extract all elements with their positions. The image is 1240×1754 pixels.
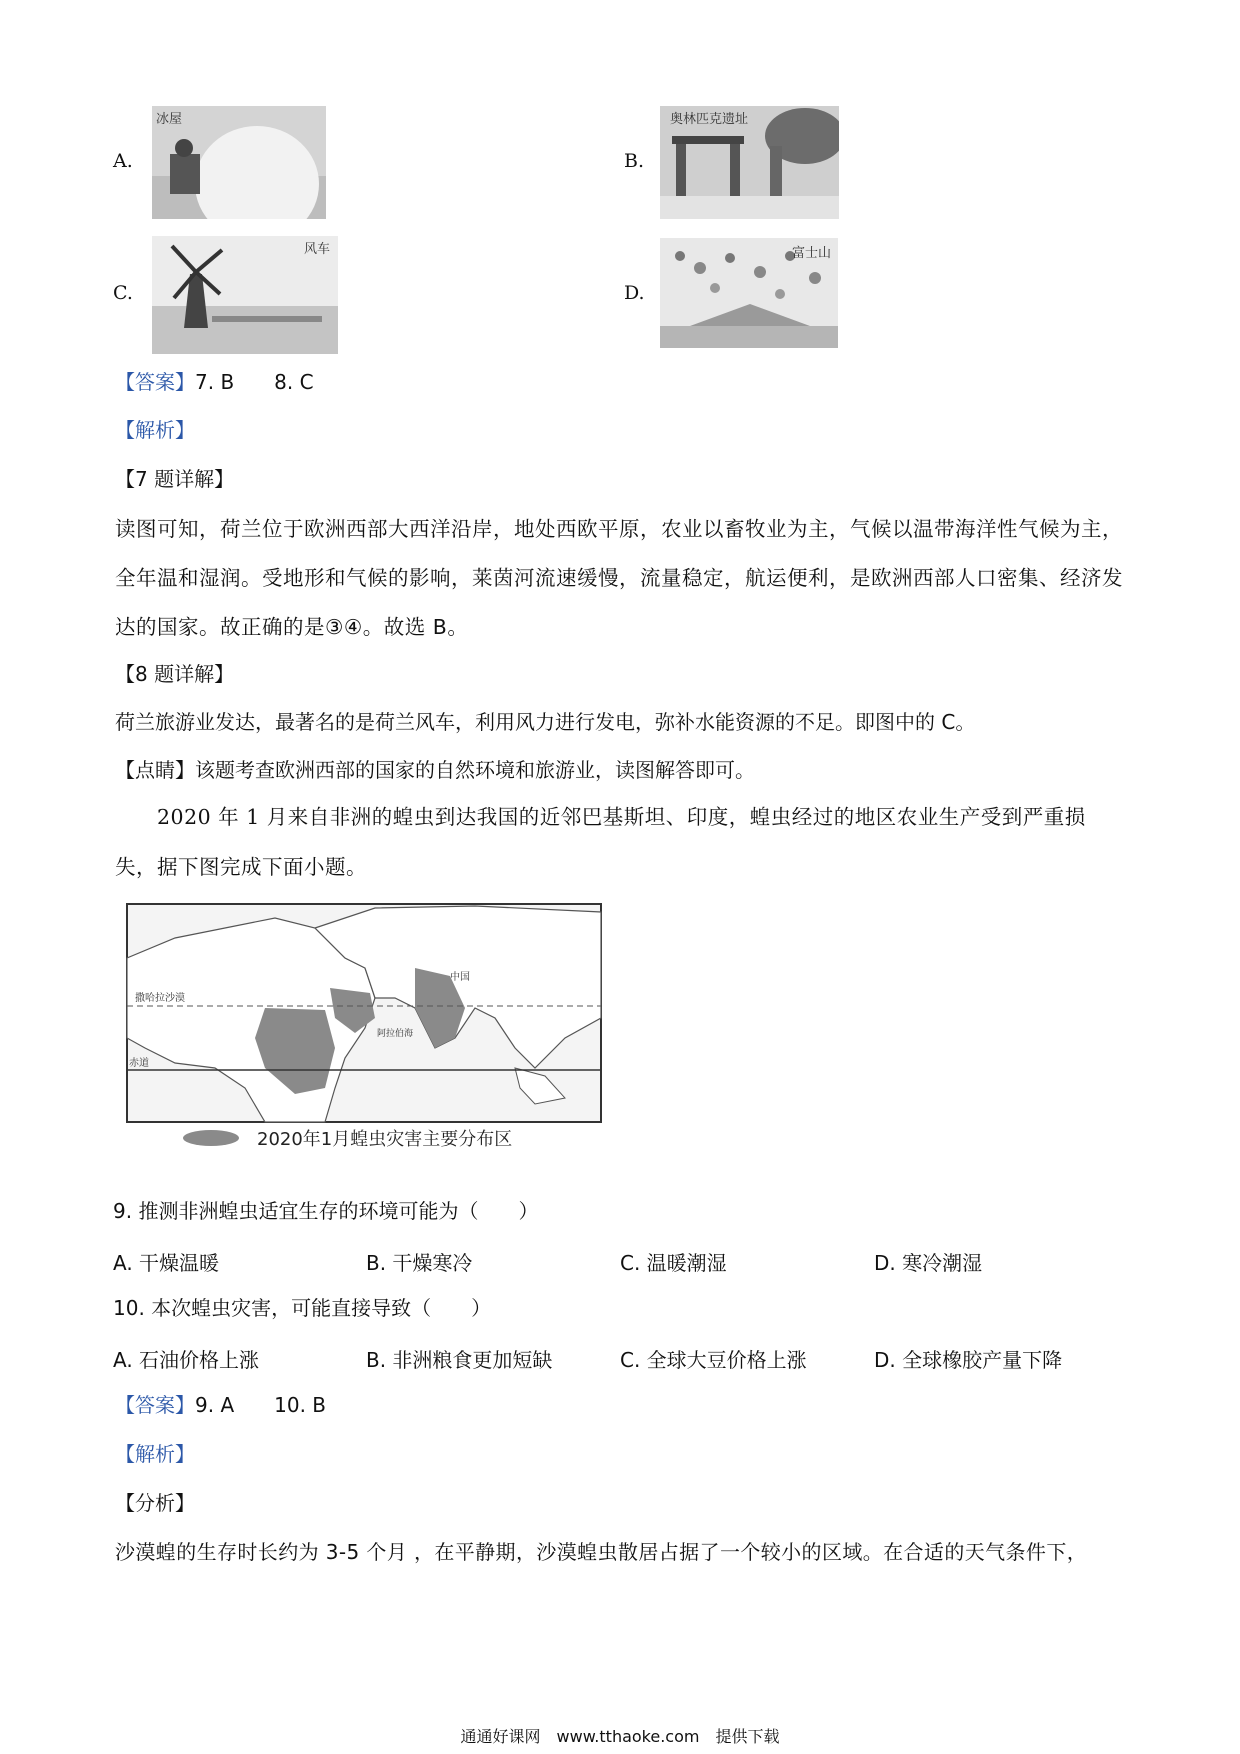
igloo-photo (152, 106, 326, 219)
q10-option-d: D. 全球橡胶产量下降 (874, 1348, 1063, 1372)
option-a-letter: A. (113, 150, 133, 172)
answer-2 (115, 1393, 326, 1417)
q9-option-d: D. 寒冷潮湿 (874, 1251, 983, 1275)
legend-swatch (183, 1130, 239, 1146)
q7-detail-head: 【7 题详解】 (115, 467, 235, 491)
analysis-2-tag: 【解析】 (115, 1442, 195, 1466)
q8-detail-head: 【8 题详解】 (115, 662, 235, 686)
q8-detail-body: 荷兰旅游业发达，最著名的是荷兰风车，利用风力进行发电，弥补水能资源的不足。即图中的 C。 (115, 710, 976, 734)
windmill-caption: 风车 (304, 242, 331, 257)
option-b-letter: B. (624, 150, 645, 172)
map-label-china: 中国 (450, 972, 470, 983)
answer-1-tag: 【答案】 (115, 370, 195, 394)
windmill-photo (152, 236, 338, 354)
intro-text: 2020 年 1 月来自非洲的蝗虫到达我国的近邻巴基斯坦、印度，蝗虫经过的地区农业生产受到严重损失，据下图完成下面小题。 (115, 805, 1086, 879)
answer-1-text: 7. B 8. C (195, 370, 314, 394)
fuji-caption: 富士山 (792, 246, 832, 261)
q9-option-a: A. 干燥温暖 (113, 1251, 220, 1275)
q9-stem: 9. 推测非洲蝗虫适宜生存的环境可能为（ ） (113, 1199, 539, 1223)
page-footer: 通通好课网 www.tthaoke.com 提供下载 (460, 1727, 780, 1746)
map-label-equator: 赤道 (129, 1058, 149, 1069)
q9-option-c: C. 温暖潮湿 (620, 1251, 727, 1275)
map-label-sahara: 撒哈拉沙漠 (135, 993, 185, 1004)
map-label-arabian: 阿拉伯海 (377, 1029, 414, 1039)
map-legend: 2020年1月蝗虫灾害主要分布区 (257, 1129, 513, 1150)
map-graphic (115, 898, 608, 1156)
analysis-1-tag: 【解析】 (115, 418, 195, 442)
tip-text: 【点睛】该题考查欧洲西部的国家的自然环境和旅游业，读图解答即可。 (115, 758, 755, 782)
q10-option-a: A. 石油价格上涨 (113, 1348, 260, 1372)
analysis-head: 【分析】 (115, 1491, 195, 1515)
olympia-photo (660, 106, 839, 219)
q9-option-b: B. 干燥寒冷 (366, 1251, 473, 1275)
answer-1 (115, 370, 314, 394)
q10-option-b: B. 非洲粮食更加短缺 (366, 1348, 553, 1372)
analysis-body: 沙漠蝗的生存时长约为 3-5 个月 ，在平静期，沙漠蝗虫散居占据了一个较小的区域。在合适的天气条件下， (115, 1540, 1088, 1564)
locust-map (115, 898, 608, 1156)
answer-2-tag: 【答案】 (115, 1393, 195, 1417)
olympia-caption: 奥林匹克遗址 (670, 112, 749, 127)
answer-2-text: 9. A 10. B (195, 1393, 327, 1417)
q7-detail-body: 读图可知，荷兰位于欧洲西部大西洋沿岸，地处西欧平原，农业以畜牧业为主，气候以温带海洋性气候为主，全年温和湿润。受地形和气候的影响，莱茵河流速缓慢，流量稳定，航运便利，是欧洲西部人口密集、经济发达的国家。故正确的是③④。故选 B。 (115, 517, 1123, 639)
q10-stem: 10. 本次蝗虫灾害，可能直接导致（ ） (113, 1296, 492, 1320)
igloo-caption: 冰屋 (156, 112, 183, 127)
option-c-letter: C. (113, 282, 133, 304)
fuji-photo (660, 238, 838, 348)
option-d-letter: D. (624, 282, 645, 304)
q10-option-c: C. 全球大豆价格上涨 (620, 1348, 807, 1372)
